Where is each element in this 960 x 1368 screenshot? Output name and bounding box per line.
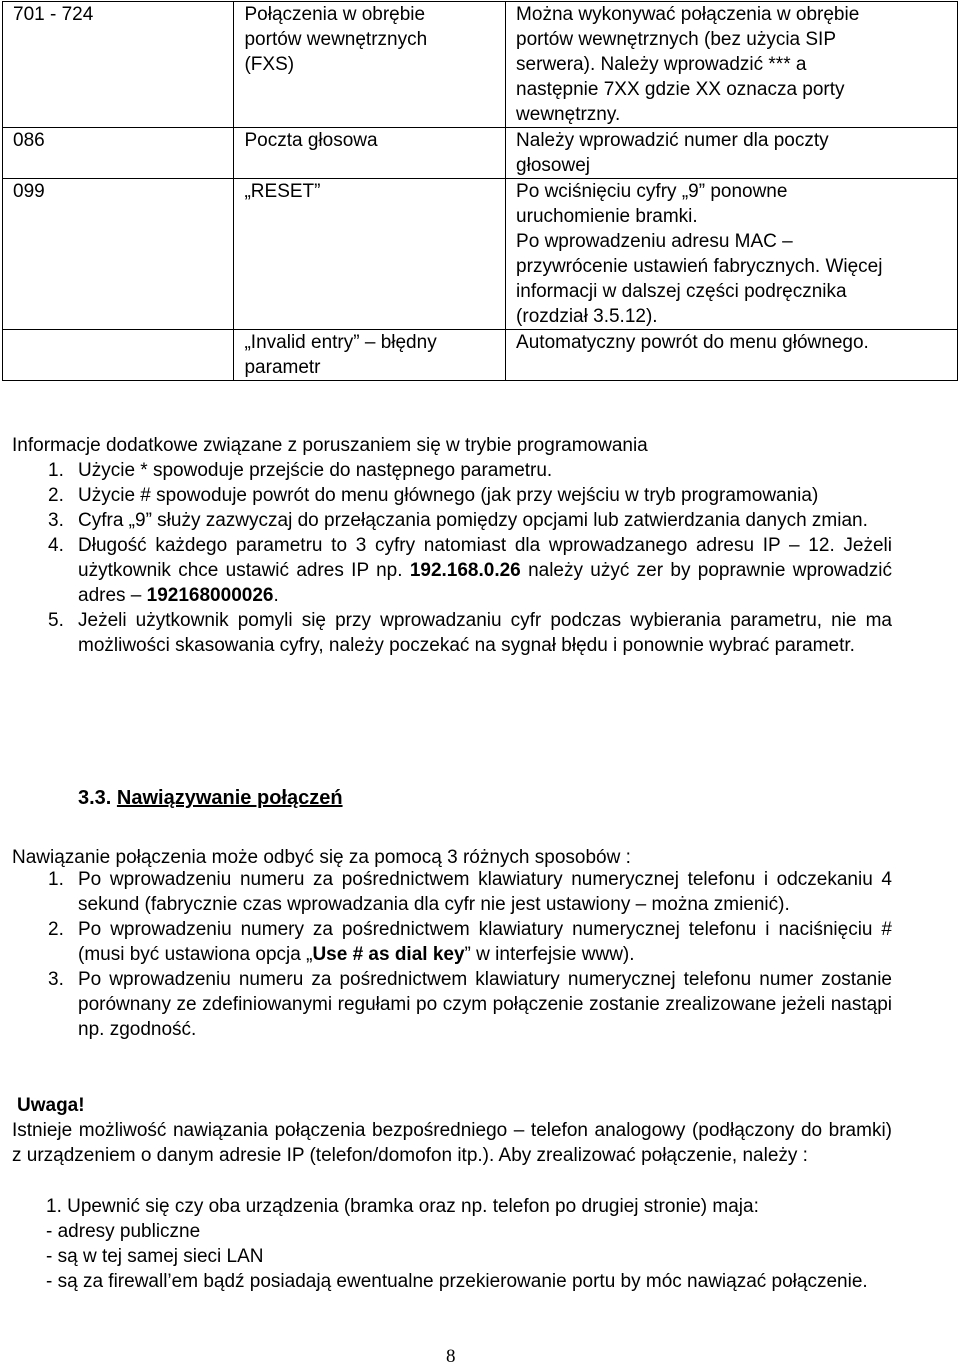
section-heading bbox=[78, 787, 343, 810]
list-item: 2. Użycie # spowoduje powrót do menu głównego (jak przy wejściu w tryb programowania) bbox=[48, 485, 819, 506]
info-title: Informacje dodatkowe związane z poruszaniem się w trybie programowania bbox=[12, 435, 648, 456]
parameters-table bbox=[2, 1, 958, 381]
list-item: 4. Długość każdego parametru to 3 cyfry natomiast dla wprowadzanego adresu IP – 12. Jeżeli użytkownik chce ustawić adres IP np. 192.168.0.26 należy użyć zer by poprawnie wprowadzić adres – 192168000026. bbox=[48, 535, 892, 606]
list-item: 5. Jeżeli użytkownik pomyli się przy wprowadzaniu cyfr podczas wybierania parametru, nie ma możliwości skasowania cyfry, należy poczekać na sygnał błędu i ponownie wybrać parametr. bbox=[48, 610, 892, 656]
note-list bbox=[46, 1194, 906, 1294]
list-item: 1. Użycie * spowoduje przejście do następnego parametru. bbox=[48, 460, 553, 481]
list-item: - są w tej samej sieci LAN bbox=[46, 1246, 264, 1267]
table-row bbox=[3, 330, 958, 381]
list-item: 3. Cyfra „9” służy zazwyczaj do przełączania pomiędzy opcjami lub zatwierdzania danych zmian. bbox=[48, 510, 868, 531]
table-row bbox=[3, 179, 958, 330]
note-text: Istnieje możliwość nawiązania połączenia bezpośredniego – telefon analogowy (podłączony do bramki) z urządzeniem o danym adresie IP (telefon/domofon itp.). Aby zrealizować połączenie, należy : bbox=[12, 1120, 892, 1166]
table-cell-name: Połączenia w obrębie portów wewnętrznych (FXS) bbox=[234, 2, 506, 128]
table-row bbox=[3, 2, 958, 128]
table-cell-code: 099 bbox=[3, 179, 234, 330]
section-number: 3.3. bbox=[78, 787, 112, 809]
list-item: - są za firewall’em bądź posiadają ewentualne przekierowanie portu by móc nawiązać połączenie. bbox=[46, 1271, 868, 1292]
table-cell-code: 701 - 724 bbox=[3, 2, 234, 128]
section-title: Nawiązywanie połączeń bbox=[116, 787, 343, 809]
ip-example-padded: 192168000026 bbox=[146, 585, 274, 606]
table-cell-name: „RESET” bbox=[234, 179, 506, 330]
table-cell-description: Po wciśnięciu cyfry „9” ponowne uruchomienie bramki. Po wprowadzeniu adresu MAC – przywrócenie ustawień fabrycznych. Więcej informacji w dalszej części podręcznika (rozdział 3.5.12). bbox=[506, 179, 958, 330]
list-item: 2. Po wprowadzeniu numery za pośrednictwem klawiatury numerycznej telefonu i naciśnięciu # (musi być ustawiona opcja „Use # as dial key” w interfejsie www). bbox=[48, 919, 892, 965]
dial-key-option: Use # as dial key bbox=[312, 944, 465, 965]
list-item: 3. Po wprowadzeniu numeru za pośrednictwem klawiatury numerycznej telefonu numer zostanie porównany ze zdefiniowanymi regułami po czym połączenie zostanie zrealizowane jeżeli nastąpi np. zgodność. bbox=[48, 969, 892, 1040]
table-cell-code bbox=[3, 330, 234, 381]
info-list bbox=[12, 458, 892, 658]
ip-example: 192.168.0.26 bbox=[409, 560, 521, 581]
list-item: - adresy publiczne bbox=[46, 1221, 201, 1242]
list-item: 1. Po wprowadzeniu numeru za pośrednictwem klawiatury numerycznej telefonu i odczekaniu 4 sekund (fabrycznie czas wprowadzania dla cyfr nie jest ustawiony – można zmienić). bbox=[48, 869, 892, 915]
table-cell-code: 086 bbox=[3, 128, 234, 179]
table-cell-name: „Invalid entry” – błędny parametr bbox=[234, 330, 506, 381]
table-cell-description: Automatyczny powrót do menu głównego. bbox=[506, 330, 958, 381]
connect-list bbox=[12, 867, 892, 1042]
table-row bbox=[3, 128, 958, 179]
table-cell-name: Poczta głosowa bbox=[234, 128, 506, 179]
table-cell-description: Należy wprowadzić numer dla poczty głosowej bbox=[506, 128, 958, 179]
page-number: 8 bbox=[446, 1346, 456, 1367]
table-cell-description: Można wykonywać połączenia w obrębie portów wewnętrznych (bez użycia SIP serwera). Należy wprowadzić *** a następnie 7XX gdzie XX oznacza porty wewnętrzny. bbox=[506, 2, 958, 128]
list-item: 1. Upewnić się czy oba urządzenia (bramka oraz np. telefon po drugiej stronie) maja: bbox=[46, 1196, 759, 1217]
note-label: Uwaga! bbox=[17, 1095, 85, 1116]
connect-intro: Nawiązanie połączenia może odbyć się za pomocą 3 różnych sposobów : bbox=[12, 847, 631, 868]
